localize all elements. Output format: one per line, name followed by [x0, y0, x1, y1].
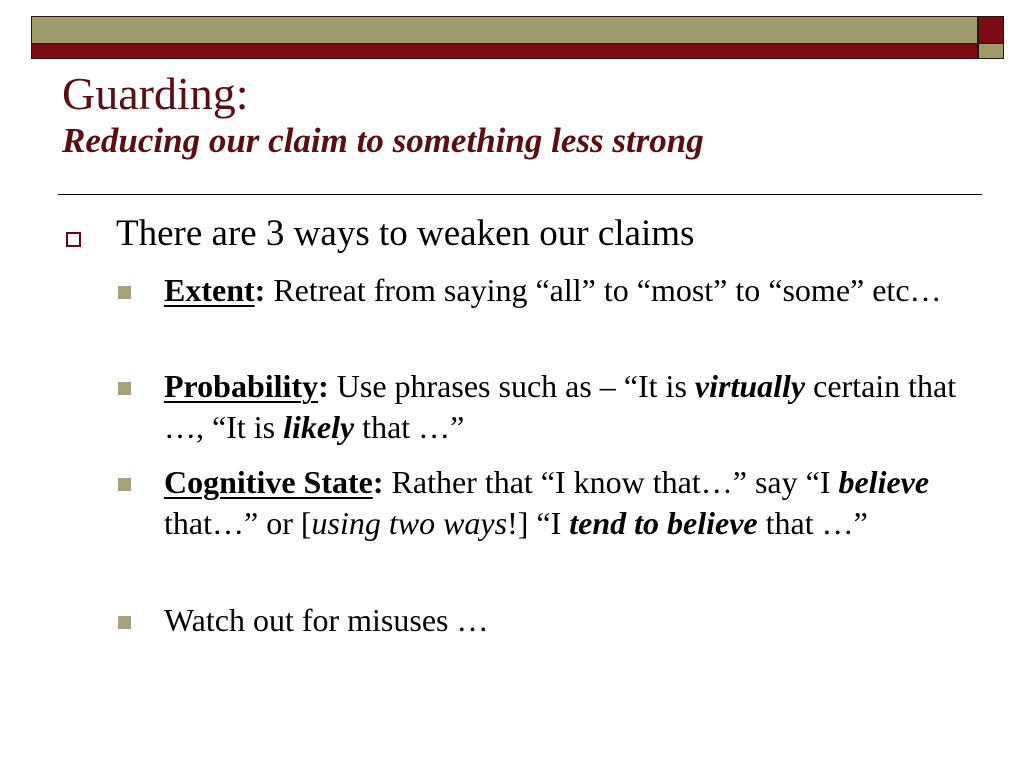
slide-title-main: Guarding:	[62, 68, 249, 119]
bullet-misuses	[118, 600, 978, 641]
italic-using-two-ways: using two ways	[311, 505, 508, 541]
keyword-extent: Extent	[164, 272, 255, 308]
keyword-colon: :	[318, 368, 329, 404]
text-segment: that …”	[757, 505, 868, 541]
square-bullet-icon	[118, 286, 131, 299]
text-segment: !] “I	[507, 505, 570, 541]
square-bullet-icon	[118, 382, 131, 395]
hollow-square-bullet-icon	[66, 232, 81, 247]
bullet-extent-body: Retreat from saying “all” to “most” to “some” etc…	[265, 272, 942, 308]
text-segment: Rather that “I know that…” say “I	[383, 464, 839, 500]
bullet-cognitive-state	[118, 462, 978, 544]
slide-title	[62, 66, 704, 164]
bullet-extent-text	[164, 270, 974, 311]
title-divider	[58, 194, 982, 195]
square-bullet-icon	[118, 478, 131, 491]
bullet-level1-text: There are 3 ways to weaken our claims	[116, 213, 695, 254]
bullet-misuses-text: Watch out for misuses …	[164, 602, 489, 638]
emphasis-virtually: virtually	[694, 368, 806, 404]
text-segment: that…” or [	[164, 505, 312, 541]
bullet-extent	[118, 270, 978, 311]
emphasis-tend-to-believe: tend to believe	[569, 505, 758, 541]
emphasis-likely: likely	[283, 409, 355, 445]
keyword-colon: :	[372, 464, 384, 500]
bullet-probability	[118, 366, 978, 448]
keyword-colon: :	[254, 272, 266, 308]
bullet-cognitive-state-text	[164, 462, 974, 544]
header-bar-maroon	[31, 43, 978, 59]
text-segment: that …”	[354, 409, 465, 445]
header-square-olive	[978, 43, 1004, 59]
square-bullet-icon	[118, 616, 131, 629]
keyword-probability: Probability	[164, 368, 319, 404]
bullet-probability-text	[164, 366, 974, 448]
emphasis-believe: believe	[838, 464, 930, 500]
slide-title-subtitle: Reducing our claim to something less strong	[62, 121, 704, 160]
header-square-maroon	[978, 16, 1004, 44]
text-segment: certain that …, “It is	[164, 368, 957, 445]
text-segment: Use phrases such as – “It is	[328, 368, 695, 404]
keyword-cognitive-state: Cognitive State	[164, 464, 373, 500]
header-bar-olive	[31, 16, 978, 44]
